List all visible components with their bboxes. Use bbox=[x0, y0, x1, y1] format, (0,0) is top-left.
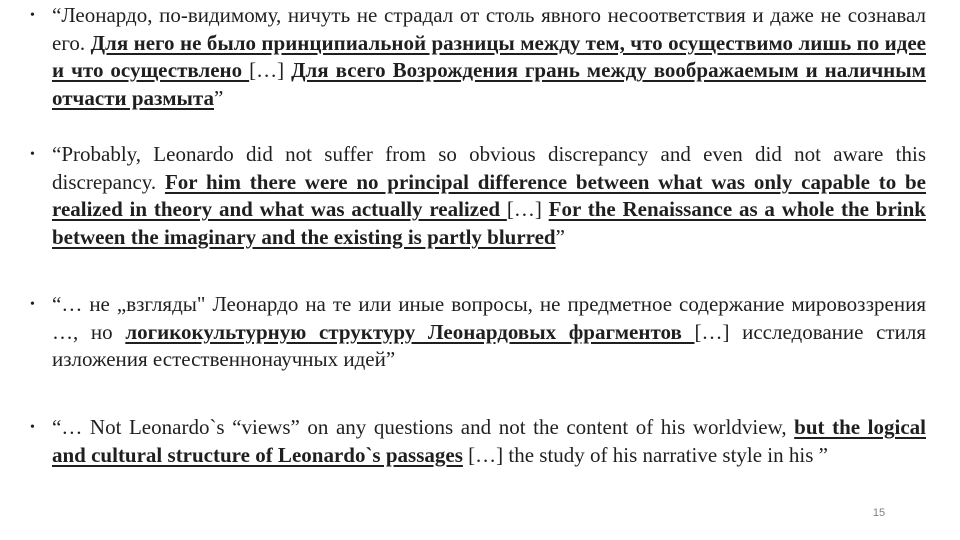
quote-text: “Леонардо, по-видимому, ничуть не страдал от столь явного несоответствия и даже не сознавал его. bbox=[52, 3, 926, 55]
emphasized-text: but the logical and cultural structure of Leonardo`s passages bbox=[52, 415, 926, 467]
quote-text: “… Not Leonardo`s “views” on any questions and not the content of his worldview, bbox=[52, 415, 795, 439]
closing-quote: ” bbox=[213, 85, 224, 110]
bullet-glyph: • bbox=[30, 147, 35, 162]
bullet-item-russian-quote-2 bbox=[30, 291, 926, 374]
closing-quote: ” bbox=[555, 224, 565, 249]
bullet-text bbox=[52, 2, 926, 112]
bullet-text bbox=[52, 141, 926, 251]
page-number: 15 bbox=[872, 507, 886, 519]
ellipsis-text: […] bbox=[506, 197, 549, 221]
ellipsis-text: […] bbox=[249, 58, 292, 82]
quote-text-end: […] the study of his narrative style in his ” bbox=[462, 442, 828, 467]
quote-text: “Probably, Leonardo did not suffer from so obvious discrepancy and even did not aware this discrepancy. bbox=[52, 142, 926, 194]
bullet-glyph: • bbox=[30, 8, 35, 23]
bullet-glyph: • bbox=[30, 297, 35, 312]
emphasized-text: логикокультурную структуру Леонардовых фрагментов bbox=[125, 319, 695, 344]
bullet-text bbox=[52, 291, 926, 374]
emphasized-text: Для него не было принципиальной разницы между тем, что осуществимо лишь по идее и что осуществлено bbox=[52, 30, 926, 82]
quote-text-end: […] исследование стиля изложения естественнонаучных идей” bbox=[52, 319, 926, 371]
bullet-item-english-quote-1 bbox=[30, 141, 926, 251]
bullet-item-english-quote-2 bbox=[30, 414, 926, 469]
emphasized-text: For him there were no principal difference between what was only capable to be realized in theory and what was actually realized bbox=[52, 169, 927, 221]
emphasized-text: Для всего Возрождения грань между воображаемым и наличным отчасти размыта bbox=[52, 58, 926, 110]
emphasized-text: For the Renaissance as a whole the brink between the imaginary and the existing is partly blurred bbox=[52, 197, 926, 249]
bullet-item-russian-quote-1 bbox=[30, 2, 926, 112]
bullet-glyph: • bbox=[30, 420, 35, 435]
bullet-text bbox=[52, 414, 926, 469]
quote-text: “… не „взгляды" Леонардо на те или иные вопросы, не предметное содержание мировоззрения …, но bbox=[52, 292, 926, 344]
